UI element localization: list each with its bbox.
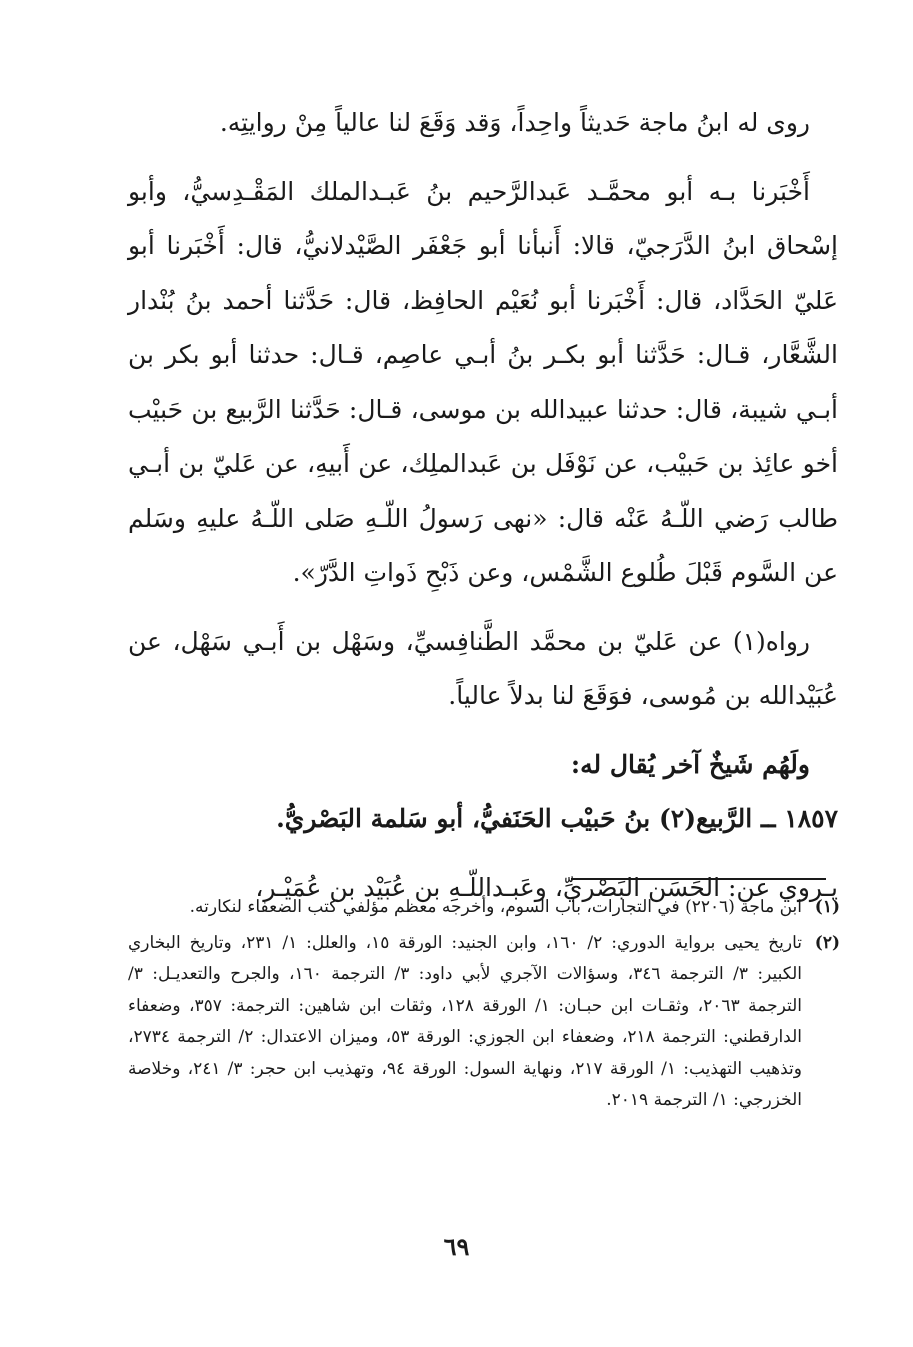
footnotes <box>128 892 840 1121</box>
footnote-number: (١) <box>814 897 840 917</box>
footnote-number: (٢) <box>814 932 840 953</box>
paragraph-yarwi: يـروي عن: الحَسَن البَصْريِّ، وعَبـداللّـهِ بن عُبَيْد بن عُمَيْـر، <box>255 872 838 902</box>
footnote-separator <box>571 878 826 880</box>
paragraph-shaykh-intro: ولَهُم شَيخٌ آخر يُقال له: <box>570 749 810 779</box>
paragraph-riwayah: رواه(١) عن عَليّ بن محمَّد الطَّنافِسيِّ، وسَهْل بن أَبـي سَهْل، عن عُبَيْدالله بن مُوسى، فوَقَعَ لنا بدلاً عالياً. <box>128 626 838 710</box>
footnote-1 <box>128 892 840 924</box>
entry-heading: ١٨٥٧ ــ الرَّبيع(٢) بنُ حَبيْب الحَنَفيُّ، أبو سَلمة البَصْريُّ. <box>276 804 838 833</box>
footnote-2 <box>128 928 840 1117</box>
page-number: ٦٩ <box>443 1232 470 1261</box>
main-text <box>128 96 838 915</box>
footnote-text: ابن ماجة (٢٢٠٦) في التجارات، باب السوم، وأخرجه معظم مؤلفي كتب الضعفاء لنكارته. <box>189 897 802 917</box>
paragraph-narration: روى له ابنُ ماجة حَديثاً واحِداً، وَقد وَقَعَ لنا عالياً مِنْ روايتِه. <box>219 108 810 137</box>
footnote-text: تاريخ يحيى برواية الدوري: ٢/ ١٦٠، وابن الجنيد: الورقة ١٥، والعلل: ١/ ٢٣١، وتاريخ البخاري الكبير: ٣/ الترجمة ٣٤٦، وسؤالات الآجري لأبي داود: ٣/ الترجمة ١٦٠، والجرح والتعديـل: ٣/ الترجمة ٢٠٦٣، وثقـات ابن حبـان: ١/ الورقة ١٢٨، وثقات ابن شاهين: الترجمة: ٣٥٧، وضعفاء الدارقطني: الترجمة ٢١٨، وضعفاء ابن الجوزي: الورقة ٥٣، وميزان الاعتدال: ٢/ الترجمة ٢٧٣٤، وتذهيب التهذيب: ١/ الورقة ٢١٧، ونهاية السول: الورقة ٩٤، وتهذيب ابن حجر: ٣/ ٢٤١، وخلاصة الخزرجي: ١/ الترجمة ٢٠١٩. <box>128 932 803 1110</box>
paragraph-isnad: أَخْبَرنا بـه أبو محمَّـد عَبدالرَّحيم بنُ عَبـدالملك المَقْـدِسيُّ، وأبو إسْحاق ابنُ الدَّرَجيّ، قالا: أَنبأنا أبو جَعْفَر الصَّيْدلانيُّ، قال: أَخْبَرنا أبو عَليّ الحَدَّاد، قال: أَخْبَرنا أبو نُعَيْم الحافِظ، قال: حَدَّثنا أحمد بنُ بُنْدار الشَّعَّار، قـال: حَدَّثنا أبو بكـر بنُ أبـي عاصِم، قـال: حدثنا أبو بكر بن أبـي شيبة، قال: حدثنا عبيدالله بن موسى، قـال: حَدَّثنا الرَّبيع بن حَبيْب أخو عائِذ بن حَبيْب، عن نَوْفَل بن عَبدالملِك، عن أَبيهِ، عن عَليّ بن أبـي طالب رَضي اللّـهُ عَنْه قال: «نهى رَسولُ اللّـهِ صَلى اللّـهُ عليهِ وسَلم عن السَّوم قَبْلَ طُلوع الشَّمْس، وعن ذَبْحِ ذَواتِ الدَّرّ». <box>128 176 838 587</box>
